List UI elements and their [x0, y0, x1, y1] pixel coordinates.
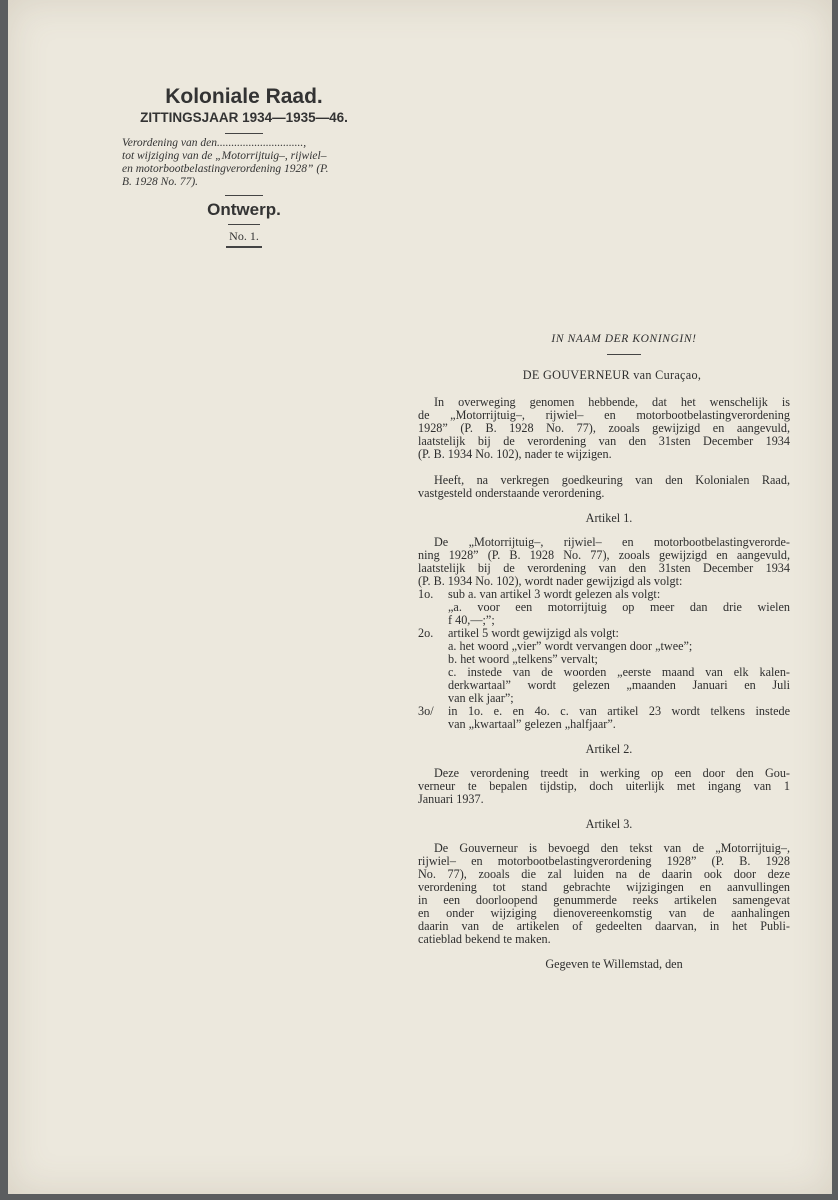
amendment-list — [418, 588, 790, 731]
paragraph-line: Heeft, na verkregen goedkeuring van den Kolonialen Raad, — [434, 473, 790, 487]
quoted-line: „a. voor een motorrijtuig op meer dan drie wielen — [448, 600, 790, 614]
quoted-text — [418, 601, 790, 627]
sub-item: b. het woord „telkens” vervalt; — [448, 652, 598, 666]
motto-divider — [607, 354, 641, 355]
governor-line: DE GOUVERNEUR van Curaçao, — [522, 368, 702, 382]
article-1-intro — [418, 536, 790, 588]
list-item-number: 3o/ — [418, 704, 434, 718]
enacted-paragraph — [418, 474, 790, 500]
quoted-line: f 40,—;”; — [448, 613, 495, 627]
given-at-line: Gegeven te Willemstad, den — [545, 957, 683, 971]
paragraph-line: 1928” (P. B. 1928 No. 77), zooals gewijzigd en aangevuld, — [418, 421, 790, 435]
subject-line: tot wijziging van de „Motorrijtuig–, rijwiel– — [122, 150, 327, 162]
paragraph-line: verordening tot stand gebrachte wijzigingen en aanvullingen — [418, 880, 790, 894]
subject-line: en motorbootbelastingverordening 1928” (P. — [122, 163, 329, 175]
article-3-text — [418, 842, 790, 946]
paragraph-line: rijwiel– en motorbootbelastingverordening 1928” (P. B. 1928 — [418, 854, 790, 868]
list-item-text: artikel 5 wordt gewijzigd als volgt: — [448, 626, 619, 640]
sub-item-line: derkwartaal” wordt gelezen „maanden Januari en Juli — [448, 678, 790, 692]
sub-item-line: van elk jaar”; — [448, 691, 514, 705]
ordinance-body — [418, 333, 790, 971]
session-year: ZITTINGSJAAR 1934—1935—46. — [140, 110, 348, 125]
header-divider — [225, 133, 263, 134]
paragraph-line: en onder wijziging dienovereenkomstig van de aanhalingen — [418, 906, 790, 920]
paragraph-line: (P. B. 1934 No. 102), wordt nader gewijzigd als volgt: — [418, 574, 683, 588]
paragraph-line: laatstelijk bij de verordening van den 31sten December 1934 — [418, 434, 790, 448]
paragraph-line: No. 77), zooals die zal luiden na de daarin ook door deze — [418, 867, 790, 881]
list-item-number: 1o. — [418, 587, 434, 601]
paragraph-line: ning 1928” (P. B. 1928 No. 77), zooals gewijzigd en aangevuld, — [418, 548, 790, 562]
list-item-text: sub a. van artikel 3 wordt gelezen als volgt: — [448, 587, 661, 601]
header-divider — [226, 246, 262, 248]
list-item-continuation: van „kwartaal” gelezen „halfjaar”. — [448, 717, 616, 731]
sub-item-line: c. instede van de woorden „eerste maand van elk kalen- — [448, 665, 790, 679]
article-3-heading: Artikel 3. — [585, 817, 633, 831]
paragraph-line: laatstelijk bij de verordening van den 31sten December 1934 — [418, 561, 790, 575]
sub-item — [418, 666, 790, 705]
paragraph-line: in een doorloopend genummerde reeks artikelen samengevat — [418, 893, 790, 907]
draft-label: Ontwerp. — [207, 200, 281, 219]
article-2-text — [418, 767, 790, 806]
document-page — [8, 0, 832, 1194]
sub-item: a. het woord „vier” wordt vervangen door „twee”; — [448, 639, 693, 653]
paragraph-line: verneur te bepalen tijdstip, doch uiterlijk met ingang van 1 — [418, 779, 790, 793]
article-1-heading: Artikel 1. — [585, 511, 633, 525]
paragraph-line: daarin van de artikelen of gedeelten daarvan, in het Publi- — [418, 919, 790, 933]
paragraph-line: De Gouverneur is bevoegd den tekst van de „Motorrijtuig–, — [434, 841, 790, 855]
article-2-heading: Artikel 2. — [585, 742, 633, 756]
list-item-text: in 1o. e. en 4o. c. van artikel 23 wordt telkens instede — [448, 704, 790, 718]
ordinance-subject — [108, 137, 380, 189]
considering-paragraph — [418, 396, 790, 461]
paragraph-line: vastgesteld onderstaande verordening. — [418, 486, 605, 500]
document-number: No. 1. — [229, 229, 259, 243]
paragraph-line: Januari 1937. — [418, 792, 484, 806]
motto: IN NAAM DER KONINGIN! — [551, 333, 697, 345]
paragraph-line: catieblad bekend te maken. — [418, 932, 551, 946]
paragraph-line: De „Motorrijtuig–, rijwiel– en motorbootbelastingverorde- — [434, 535, 790, 549]
subject-line: B. 1928 No. 77). — [122, 176, 199, 188]
header-divider — [228, 224, 260, 225]
council-title: Koloniale Raad. — [165, 85, 323, 108]
header-divider — [225, 195, 263, 196]
document-header — [108, 85, 380, 248]
subject-line: Verordening van den.............................., — [122, 137, 307, 149]
paragraph-line: In overweging genomen hebbende, dat het wenschelijk is — [434, 395, 790, 409]
list-item-number: 2o. — [418, 626, 434, 640]
paragraph-line: Deze verordening treedt in werking op een door den Gou- — [434, 766, 790, 780]
paragraph-line: (P. B. 1934 No. 102), nader te wijzigen. — [418, 447, 612, 461]
paragraph-line: de „Motorrijtuig–, rijwiel– en motorbootbelastingverordening — [418, 408, 790, 422]
